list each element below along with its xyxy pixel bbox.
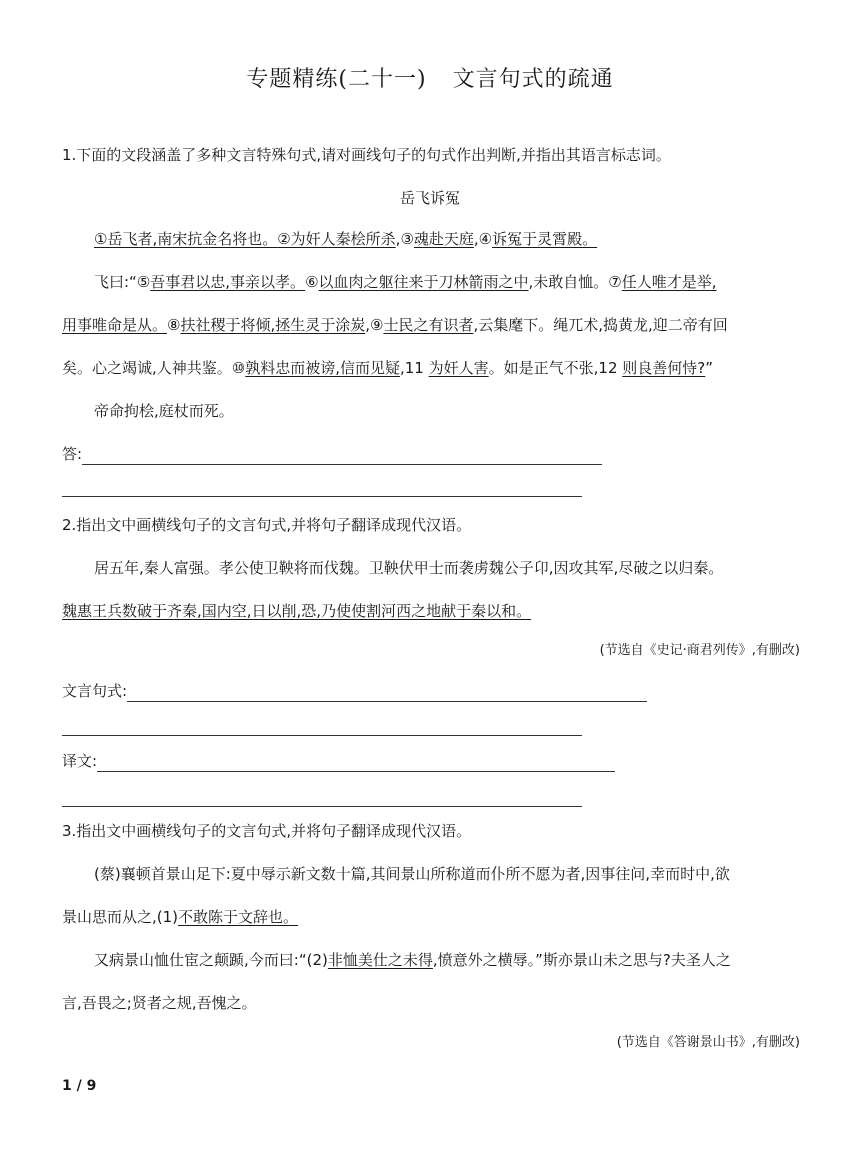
underlined-sentence: ①岳飞者,南宋抗金名将也。 <box>94 230 278 248</box>
page-number: 1 / 9 <box>62 1078 97 1094</box>
q1-paragraph-3: 用事唯命是从。⑧扶社稷于将倾,拯生灵于涂炭,⑨士民之有识者,云集麾下。绳兀术,捣黄龙,迎二帝有回 <box>62 316 728 334</box>
q1-paragraph-1: ①岳飞者,南宋抗金名将也。②为奸人秦桧所杀,③魂赴天庭,④诉冤于灵霄殿。 <box>94 230 598 248</box>
answer-blank[interactable] <box>82 448 602 465</box>
q2-source: (节选自《史记·商君列传》,有删改) <box>599 643 800 658</box>
q3-paragraph-4: 言,吾畏之;贤者之规,吾愧之。 <box>62 994 257 1012</box>
underlined-sentence: 不敢陈于文辞也。 <box>178 908 299 926</box>
underlined-sentence: ②为奸人秦桧所杀 <box>277 230 396 248</box>
q3-source: (节选自《答谢景山书》,有删改) <box>616 1035 800 1050</box>
underlined-sentence: 孰料忠而被谤,信而见疑 <box>245 359 400 377</box>
translation-blank-line[interactable] <box>62 806 582 807</box>
q1-paragraph-4: 矣。心之竭诚,人神共鉴。⑩孰料忠而被谤,信而见疑,11 为奸人害。如是正气不张,12 则良善何恃?” <box>62 359 714 377</box>
q3-prompt: 3.指出文中画横线句子的文言句式,并将句子翻译成现代汉语。 <box>62 822 472 840</box>
q1-paragraph-5: 帝命拘桧,庭杖而死。 <box>94 402 234 420</box>
q1-answer-line <box>62 443 602 465</box>
title-sub: 文言句式的疏通 <box>452 67 614 92</box>
q2-form-line <box>62 680 647 702</box>
translation-blank[interactable] <box>97 755 615 772</box>
translation-label: 译文: <box>62 752 98 770</box>
form-label: 文言句式: <box>62 682 128 700</box>
underlined-sentence: 非恤美仕之未得 <box>327 951 433 969</box>
answer-label: 答: <box>62 445 83 463</box>
q2-paragraph-1: 居五年,秦人富强。孝公使卫鞅将而伐魏。卫鞅伏甲士而袭虏魏公子卬,因攻其军,尽破之以归秦。 <box>94 559 724 577</box>
underlined-sentence: 用事唯命是从。 <box>62 316 168 334</box>
answer-blank-line[interactable] <box>62 496 582 497</box>
q3-paragraph-1: (蔡)襄顿首景山足下:夏中辱示新文数十篇,其间景山所称道而仆所不愿为者,因事往问,幸而时中,欲 <box>94 865 730 883</box>
underlined-sentence: 任人唯才是举, <box>621 273 717 291</box>
underlined-sentence: 魏惠王兵数破于齐秦,国内空,日以削,恐,乃使使割河西之地献于秦以和。 <box>62 602 532 620</box>
underlined-sentence: 则良善何恃? <box>622 359 706 377</box>
form-blank[interactable] <box>127 685 647 702</box>
q3-paragraph-2: 景山思而从之,(1)不敢陈于文辞也。 <box>62 908 299 926</box>
underlined-sentence: 诉冤于灵霄殿。 <box>492 230 598 248</box>
title-main: 专题精练(二十一) <box>246 67 427 92</box>
q2-translation-line <box>62 750 615 772</box>
underlined-sentence: 扶社稷于将倾,拯生灵于涂炭 <box>180 316 366 334</box>
underlined-sentence: 士民之有识者 <box>383 316 474 334</box>
q1-prompt: 1.下面的文段涵盖了多种文言特殊句式,请对画线句子的句式作出判断,并指出其语言标志词。 <box>62 146 671 164</box>
page-title <box>0 62 860 93</box>
form-blank-line[interactable] <box>62 735 582 736</box>
underlined-sentence: 为奸人害 <box>428 359 489 377</box>
q1-paragraph-2: 飞曰:“⑤吾事君以忠,事亲以孝。⑥以血肉之躯往来于刀林箭雨之中,未敢自恤。⑦任人唯才是举, <box>94 273 717 291</box>
q2-prompt: 2.指出文中画横线句子的文言句式,并将句子翻译成现代汉语。 <box>62 516 472 534</box>
underlined-sentence: 魂赴天庭 <box>413 230 474 248</box>
underlined-sentence: 吾事君以忠,事亲以孝。 <box>150 273 306 291</box>
q2-paragraph-2 <box>62 600 531 622</box>
underlined-sentence: 以血肉之躯往来于刀林箭雨之中 <box>318 273 529 291</box>
q3-paragraph-3: 又病景山恤仕宦之颠踬,今而曰:“(2)非恤美仕之未得,愤意外之横辱。”斯亦景山未之思与?夫圣人之 <box>94 951 731 969</box>
q1-passage-title: 岳飞诉冤 <box>399 189 460 207</box>
